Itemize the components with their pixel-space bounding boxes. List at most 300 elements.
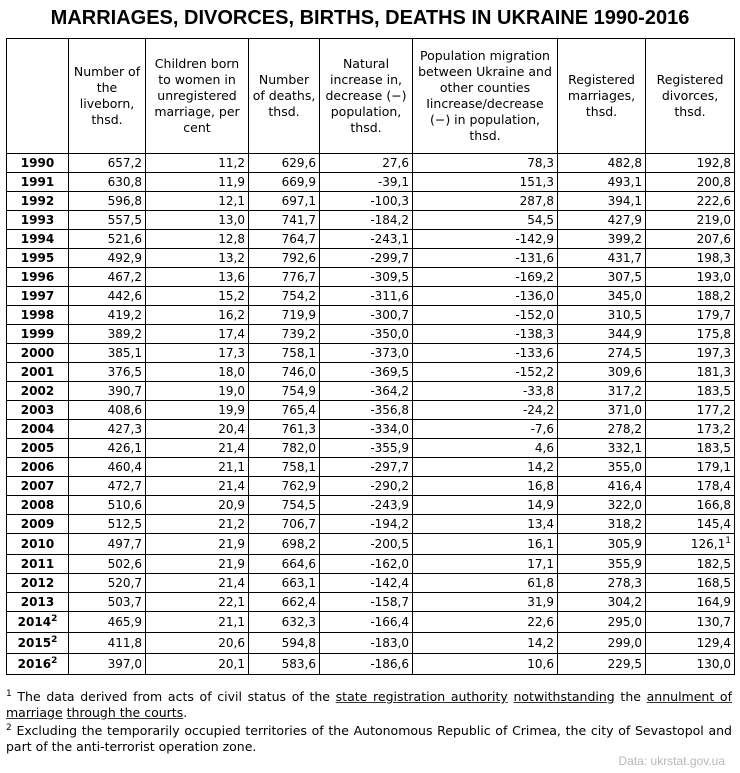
- marriages-value: 318,2: [607, 517, 642, 531]
- marriages-cell: [558, 633, 646, 654]
- divorces-value: 219,0: [696, 213, 731, 227]
- unregistered-cell: [146, 633, 249, 654]
- migration-value: 31,9: [527, 595, 554, 609]
- year-cell: [7, 363, 69, 382]
- migration-cell: [413, 593, 558, 612]
- deaths-value: 698,2: [281, 537, 316, 551]
- marriages-cell: [558, 154, 646, 173]
- unregistered-value: 13,0: [218, 213, 245, 227]
- column-header-liveborn: Number of the liveborn, thsd.: [69, 39, 146, 154]
- liveborn-value: 408,6: [107, 403, 142, 417]
- divorces-cell: [646, 515, 735, 534]
- deaths-value: 706,7: [281, 517, 316, 531]
- natural-value: -158,7: [370, 595, 409, 609]
- year-cell: [7, 496, 69, 515]
- year-cell: [7, 230, 69, 249]
- unregistered-value: 20,9: [218, 498, 245, 512]
- natural-cell: [320, 287, 413, 306]
- deaths-value: 583,6: [281, 657, 316, 671]
- deaths-cell: [249, 654, 320, 675]
- natural-cell: [320, 325, 413, 344]
- unregistered-value: 19,0: [218, 384, 245, 398]
- divorces-cell: [646, 363, 735, 382]
- marriages-value: 355,9: [607, 557, 642, 571]
- unregistered-cell: [146, 401, 249, 420]
- migration-value: 14,2: [527, 460, 554, 474]
- deaths-cell: [249, 593, 320, 612]
- divorces-value: 168,5: [696, 576, 731, 590]
- natural-value: -364,2: [370, 384, 409, 398]
- liveborn-value: 630,8: [107, 175, 142, 189]
- table-row: [7, 439, 735, 458]
- table-row: [7, 574, 735, 593]
- liveborn-value: 411,8: [107, 636, 142, 650]
- unregistered-cell: [146, 515, 249, 534]
- year-cell: [7, 249, 69, 268]
- liveborn-cell: [69, 555, 146, 574]
- table-row: [7, 249, 735, 268]
- footnote-text: The data derived from acts of civil status of the: [17, 689, 336, 704]
- marriages-cell: [558, 534, 646, 555]
- column-header-migration: Population migration between Ukraine and other counties Iincrease/decrease (−) in population, thsd.: [413, 39, 558, 154]
- divorces-cell: [646, 344, 735, 363]
- migration-value: 14,9: [527, 498, 554, 512]
- migration-cell: [413, 654, 558, 675]
- table-row: [7, 654, 735, 675]
- liveborn-value: 557,5: [107, 213, 142, 227]
- natural-cell: [320, 439, 413, 458]
- marriages-cell: [558, 439, 646, 458]
- unregistered-cell: [146, 420, 249, 439]
- marriages-value: 310,5: [607, 308, 642, 322]
- marriages-value: 295,0: [607, 615, 642, 629]
- divorces-value: 175,8: [696, 327, 731, 341]
- column-header-natural-increase: Natural increase in, decrease (−) population, thsd.: [320, 39, 413, 154]
- migration-value: 61,8: [527, 576, 554, 590]
- migration-cell: [413, 344, 558, 363]
- table-row: [7, 593, 735, 612]
- year-cell: [7, 534, 69, 555]
- natural-value: -184,2: [370, 213, 409, 227]
- marriages-value: 399,2: [607, 232, 642, 246]
- year-label: 1998: [20, 308, 55, 322]
- year-cell: [7, 654, 69, 675]
- year-label: 2007: [20, 479, 55, 493]
- marriages-cell: [558, 192, 646, 211]
- divorces-value: 183,5: [696, 441, 731, 455]
- deaths-cell: [249, 344, 320, 363]
- liveborn-value: 492,9: [107, 251, 142, 265]
- divorces-value: 183,5: [696, 384, 731, 398]
- year-cell: [7, 612, 69, 633]
- deaths-cell: [249, 477, 320, 496]
- deaths-cell: [249, 382, 320, 401]
- divorces-cell: [646, 325, 735, 344]
- divorces-value: 179,7: [696, 308, 731, 322]
- unregistered-value: 21,4: [218, 576, 245, 590]
- divorces-cell: [646, 382, 735, 401]
- year-cell: [7, 458, 69, 477]
- unregistered-value: 11,2: [218, 156, 245, 170]
- marriages-value: 344,9: [607, 327, 642, 341]
- marriages-value: 278,2: [607, 422, 642, 436]
- footnote-text: the: [614, 689, 647, 704]
- migration-cell: [413, 211, 558, 230]
- liveborn-value: 520,7: [107, 576, 142, 590]
- year-cell: [7, 420, 69, 439]
- divorces-cell: [646, 439, 735, 458]
- deaths-cell: [249, 268, 320, 287]
- link-through-the-courts[interactable]: through the courts: [66, 705, 184, 720]
- year-label: 2016: [17, 657, 52, 671]
- year-label: 2009: [20, 517, 55, 531]
- natural-value: -183,0: [370, 636, 409, 650]
- divorces-value: 166,8: [696, 498, 731, 512]
- divorces-value: 177,2: [696, 403, 731, 417]
- natural-value: -100,3: [370, 194, 409, 208]
- liveborn-cell: [69, 363, 146, 382]
- migration-cell: [413, 325, 558, 344]
- marriages-value: 317,2: [607, 384, 642, 398]
- unregistered-value: 21,1: [218, 615, 245, 629]
- link-notwithstanding[interactable]: notwithstanding: [513, 689, 615, 704]
- year-cell: [7, 287, 69, 306]
- year-cell: [7, 306, 69, 325]
- marriages-cell: [558, 325, 646, 344]
- natural-cell: [320, 401, 413, 420]
- liveborn-value: 419,2: [107, 308, 142, 322]
- divorces-cell: [646, 633, 735, 654]
- migration-cell: [413, 477, 558, 496]
- natural-value: 27,6: [382, 156, 409, 170]
- marriages-value: 322,0: [607, 498, 642, 512]
- natural-cell: [320, 477, 413, 496]
- deaths-cell: [249, 325, 320, 344]
- liveborn-value: 512,5: [107, 517, 142, 531]
- divorces-value: 173,2: [696, 422, 731, 436]
- migration-cell: [413, 268, 558, 287]
- marriages-value: 332,1: [607, 441, 642, 455]
- marriages-cell: [558, 344, 646, 363]
- migration-cell: [413, 249, 558, 268]
- marriages-value: 307,5: [607, 270, 642, 284]
- source-credit: Data: ukrstat.gov.ua: [618, 754, 725, 768]
- table-row: [7, 211, 735, 230]
- year-label: 1999: [20, 327, 55, 341]
- migration-value: 13,4: [527, 517, 554, 531]
- liveborn-value: 510,6: [107, 498, 142, 512]
- link-annulment-of-marriage[interactable]: annulment of marriage: [6, 689, 732, 720]
- footnote-marker: 2: [51, 614, 58, 624]
- year-label: 2008: [20, 498, 55, 512]
- year-cell: [7, 477, 69, 496]
- divorces-value: 181,3: [696, 365, 731, 379]
- deaths-cell: [249, 612, 320, 633]
- year-cell: [7, 439, 69, 458]
- unregistered-value: 21,1: [218, 460, 245, 474]
- migration-value: -133,6: [515, 346, 554, 360]
- divorces-cell: [646, 211, 735, 230]
- natural-value: -299,7: [370, 251, 409, 265]
- deaths-cell: [249, 515, 320, 534]
- natural-value: -39,1: [377, 175, 409, 189]
- natural-cell: [320, 363, 413, 382]
- deaths-value: 754,2: [281, 289, 316, 303]
- year-cell: [7, 574, 69, 593]
- migration-cell: [413, 287, 558, 306]
- marriages-cell: [558, 268, 646, 287]
- unregistered-cell: [146, 593, 249, 612]
- migration-value: 14,2: [527, 636, 554, 650]
- liveborn-cell: [69, 382, 146, 401]
- year-label: 2010: [20, 537, 55, 551]
- footnote-1: [6, 689, 732, 721]
- unregistered-value: 15,2: [218, 289, 245, 303]
- year-label: 2011: [20, 557, 55, 571]
- unregistered-cell: [146, 363, 249, 382]
- migration-value: -152,2: [515, 365, 554, 379]
- liveborn-cell: [69, 515, 146, 534]
- liveborn-cell: [69, 154, 146, 173]
- migration-cell: [413, 173, 558, 192]
- migration-cell: [413, 363, 558, 382]
- unregistered-cell: [146, 249, 249, 268]
- marriages-cell: [558, 458, 646, 477]
- liveborn-value: 497,7: [107, 537, 142, 551]
- liveborn-value: 521,6: [107, 232, 142, 246]
- migration-value: 16,8: [527, 479, 554, 493]
- divorces-cell: [646, 306, 735, 325]
- divorces-cell: [646, 534, 735, 555]
- table-row: [7, 173, 735, 192]
- deaths-value: 746,0: [281, 365, 316, 379]
- migration-cell: [413, 555, 558, 574]
- migration-value: 10,6: [527, 657, 554, 671]
- migration-value: 17,1: [527, 557, 554, 571]
- unregistered-cell: [146, 534, 249, 555]
- liveborn-cell: [69, 249, 146, 268]
- natural-value: -162,0: [370, 557, 409, 571]
- unregistered-value: 21,9: [218, 557, 245, 571]
- liveborn-cell: [69, 496, 146, 515]
- marriages-cell: [558, 211, 646, 230]
- migration-cell: [413, 230, 558, 249]
- table-body: [7, 154, 735, 675]
- liveborn-cell: [69, 192, 146, 211]
- liveborn-value: 427,3: [107, 422, 142, 436]
- marriages-cell: [558, 654, 646, 675]
- migration-cell: [413, 192, 558, 211]
- natural-cell: [320, 633, 413, 654]
- marriages-value: 482,8: [607, 156, 642, 170]
- unregistered-value: 13,2: [218, 251, 245, 265]
- deaths-cell: [249, 555, 320, 574]
- natural-cell: [320, 574, 413, 593]
- migration-cell: [413, 401, 558, 420]
- marriages-value: 305,9: [607, 537, 642, 551]
- marriages-value: 309,6: [607, 365, 642, 379]
- liveborn-value: 460,4: [107, 460, 142, 474]
- deaths-cell: [249, 230, 320, 249]
- liveborn-value: 426,1: [107, 441, 142, 455]
- unregistered-value: 17,3: [218, 346, 245, 360]
- liveborn-value: 472,7: [107, 479, 142, 493]
- divorces-cell: [646, 420, 735, 439]
- footnote-text: .: [183, 705, 188, 720]
- unregistered-cell: [146, 477, 249, 496]
- unregistered-value: 21,4: [218, 441, 245, 455]
- liveborn-cell: [69, 401, 146, 420]
- link-state-registration-authority[interactable]: state registration authority: [335, 689, 508, 704]
- unregistered-value: 12,8: [218, 232, 245, 246]
- natural-cell: [320, 249, 413, 268]
- year-label: 2001: [20, 365, 55, 379]
- natural-cell: [320, 382, 413, 401]
- deaths-cell: [249, 420, 320, 439]
- migration-value: -131,6: [515, 251, 554, 265]
- divorces-value: 182,5: [696, 557, 731, 571]
- deaths-cell: [249, 173, 320, 192]
- deaths-cell: [249, 633, 320, 654]
- liveborn-cell: [69, 654, 146, 675]
- marriages-value: 304,2: [607, 595, 642, 609]
- column-header-marriages: Registered marriages, thsd.: [558, 39, 646, 154]
- marriages-cell: [558, 477, 646, 496]
- natural-cell: [320, 496, 413, 515]
- year-label: 1990: [20, 156, 55, 170]
- natural-value: -194,2: [370, 517, 409, 531]
- natural-value: -356,8: [370, 403, 409, 417]
- divorces-value: 164,9: [696, 595, 731, 609]
- deaths-value: 792,6: [281, 251, 316, 265]
- deaths-cell: [249, 192, 320, 211]
- unregistered-value: 22,1: [218, 595, 245, 609]
- liveborn-cell: [69, 268, 146, 287]
- statistics-table: [6, 38, 735, 675]
- natural-value: -355,9: [370, 441, 409, 455]
- year-cell: [7, 325, 69, 344]
- unregistered-value: 20,6: [218, 636, 245, 650]
- liveborn-cell: [69, 574, 146, 593]
- liveborn-cell: [69, 439, 146, 458]
- unregistered-value: 16,2: [218, 308, 245, 322]
- liveborn-cell: [69, 458, 146, 477]
- year-label: 1993: [20, 213, 55, 227]
- unregistered-value: 17,4: [218, 327, 245, 341]
- deaths-cell: [249, 363, 320, 382]
- marriages-cell: [558, 593, 646, 612]
- table-row: [7, 477, 735, 496]
- year-cell: [7, 268, 69, 287]
- divorces-cell: [646, 230, 735, 249]
- table-header-row: [7, 39, 735, 154]
- marriages-value: 427,9: [607, 213, 642, 227]
- divorces-value: 178,4: [696, 479, 731, 493]
- migration-cell: [413, 306, 558, 325]
- table-row: [7, 192, 735, 211]
- year-cell: [7, 633, 69, 654]
- table-row: [7, 515, 735, 534]
- year-label: 2002: [20, 384, 55, 398]
- divorces-cell: [646, 192, 735, 211]
- natural-value: -300,7: [370, 308, 409, 322]
- year-label: 2015: [17, 636, 52, 650]
- marriages-value: 416,4: [607, 479, 642, 493]
- year-label: 1996: [20, 270, 55, 284]
- deaths-cell: [249, 211, 320, 230]
- deaths-cell: [249, 534, 320, 555]
- year-cell: [7, 401, 69, 420]
- divorces-value: 129,4: [696, 636, 731, 650]
- natural-cell: [320, 593, 413, 612]
- table-row: [7, 287, 735, 306]
- migration-cell: [413, 420, 558, 439]
- footnote-2: [6, 723, 732, 755]
- table-row: [7, 534, 735, 555]
- marriages-value: 371,0: [607, 403, 642, 417]
- marriages-value: 278,3: [607, 576, 642, 590]
- divorces-value: 193,0: [696, 270, 731, 284]
- footnote-marker: 2: [51, 656, 58, 666]
- divorces-cell: [646, 574, 735, 593]
- natural-cell: [320, 420, 413, 439]
- liveborn-value: 385,1: [107, 346, 142, 360]
- marriages-cell: [558, 306, 646, 325]
- column-header-year: [7, 39, 69, 154]
- migration-cell: [413, 633, 558, 654]
- migration-value: -7,6: [530, 422, 554, 436]
- marriages-value: 345,0: [607, 289, 642, 303]
- natural-cell: [320, 154, 413, 173]
- unregistered-value: 21,4: [218, 479, 245, 493]
- natural-cell: [320, 230, 413, 249]
- unregistered-cell: [146, 382, 249, 401]
- migration-value: 151,3: [519, 175, 554, 189]
- year-label: 1992: [20, 194, 55, 208]
- deaths-value: 739,2: [281, 327, 316, 341]
- table-row: [7, 363, 735, 382]
- liveborn-cell: [69, 211, 146, 230]
- year-label: 2012: [20, 576, 55, 590]
- natural-cell: [320, 268, 413, 287]
- liveborn-value: 389,2: [107, 327, 142, 341]
- natural-cell: [320, 173, 413, 192]
- table-row: [7, 306, 735, 325]
- divorces-cell: [646, 612, 735, 633]
- natural-value: -142,4: [370, 576, 409, 590]
- liveborn-cell: [69, 534, 146, 555]
- year-cell: [7, 154, 69, 173]
- divorces-cell: [646, 477, 735, 496]
- deaths-cell: [249, 496, 320, 515]
- liveborn-cell: [69, 593, 146, 612]
- table-row: [7, 344, 735, 363]
- natural-cell: [320, 344, 413, 363]
- deaths-value: 629,6: [281, 156, 316, 170]
- migration-value: -142,9: [515, 232, 554, 246]
- liveborn-value: 503,7: [107, 595, 142, 609]
- footnote-marker: 1: [725, 536, 731, 546]
- deaths-value: 762,9: [281, 479, 316, 493]
- migration-cell: [413, 439, 558, 458]
- marriages-cell: [558, 363, 646, 382]
- divorces-cell: [646, 458, 735, 477]
- table-row: [7, 382, 735, 401]
- deaths-value: 697,1: [281, 194, 316, 208]
- divorces-value: 130,0: [696, 657, 731, 671]
- unregistered-value: 11,9: [218, 175, 245, 189]
- natural-value: -243,9: [370, 498, 409, 512]
